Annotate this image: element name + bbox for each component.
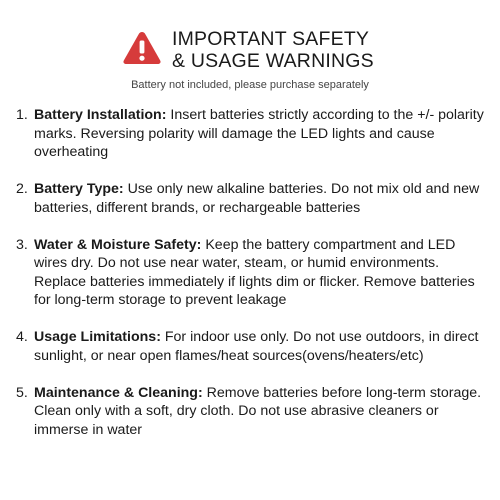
page-title bbox=[172, 28, 472, 72]
warning-item-maintenance bbox=[16, 384, 486, 440]
battery-note: Battery not included, please purchase separately bbox=[131, 79, 369, 91]
warning-item-battery-installation bbox=[16, 106, 486, 162]
item-title: Usage Limitations: bbox=[34, 329, 161, 345]
warning-item-usage-limitations bbox=[16, 328, 486, 365]
title-line-1: IMPORTANT SAFETY bbox=[172, 28, 370, 50]
item-text: Keep the battery compartment and LED wires dry. Do not use near water, steam, or humid environments. Replace batteries immediately if lights dim or flicker. Remove batteries for long-term storage to prevent leakage bbox=[34, 236, 475, 308]
item-title: Battery Installation: bbox=[34, 107, 167, 123]
item-number: 3. bbox=[16, 236, 28, 253]
warning-item-battery-type bbox=[16, 180, 486, 217]
item-text: Use only new alkaline batteries. Do not mix old and new batteries, different brands, or rechargeable batteries bbox=[34, 181, 480, 216]
item-text: Insert batteries strictly according to the +/- polarity marks. Reversing polarity will damage the LED lights and cause overheating bbox=[34, 107, 484, 160]
warning-header bbox=[0, 28, 500, 78]
item-number: 2. bbox=[16, 181, 28, 197]
item-text: Remove batteries before long-term storage. Clean only with a soft, dry cloth. Do not use abrasive cleaners or immerse in water bbox=[34, 384, 482, 438]
item-number: 4. bbox=[16, 329, 28, 345]
warning-item-water-safety bbox=[16, 236, 486, 310]
item-number: 5. bbox=[16, 384, 28, 401]
item-number: 1. bbox=[16, 107, 28, 123]
item-title: Water & Moisture Safety: bbox=[34, 236, 202, 253]
item-title: Maintenance & Cleaning: bbox=[34, 384, 203, 401]
warning-triangle-icon bbox=[122, 30, 162, 66]
warnings-list bbox=[16, 106, 486, 458]
title-line-2: & USAGE WARNINGS bbox=[172, 50, 374, 72]
item-text: For indoor use only. Do not use outdoors, in direct sunlight, or near open flames/heat sources(ovens/heaters/etc) bbox=[34, 329, 479, 364]
item-title: Battery Type: bbox=[34, 181, 124, 197]
